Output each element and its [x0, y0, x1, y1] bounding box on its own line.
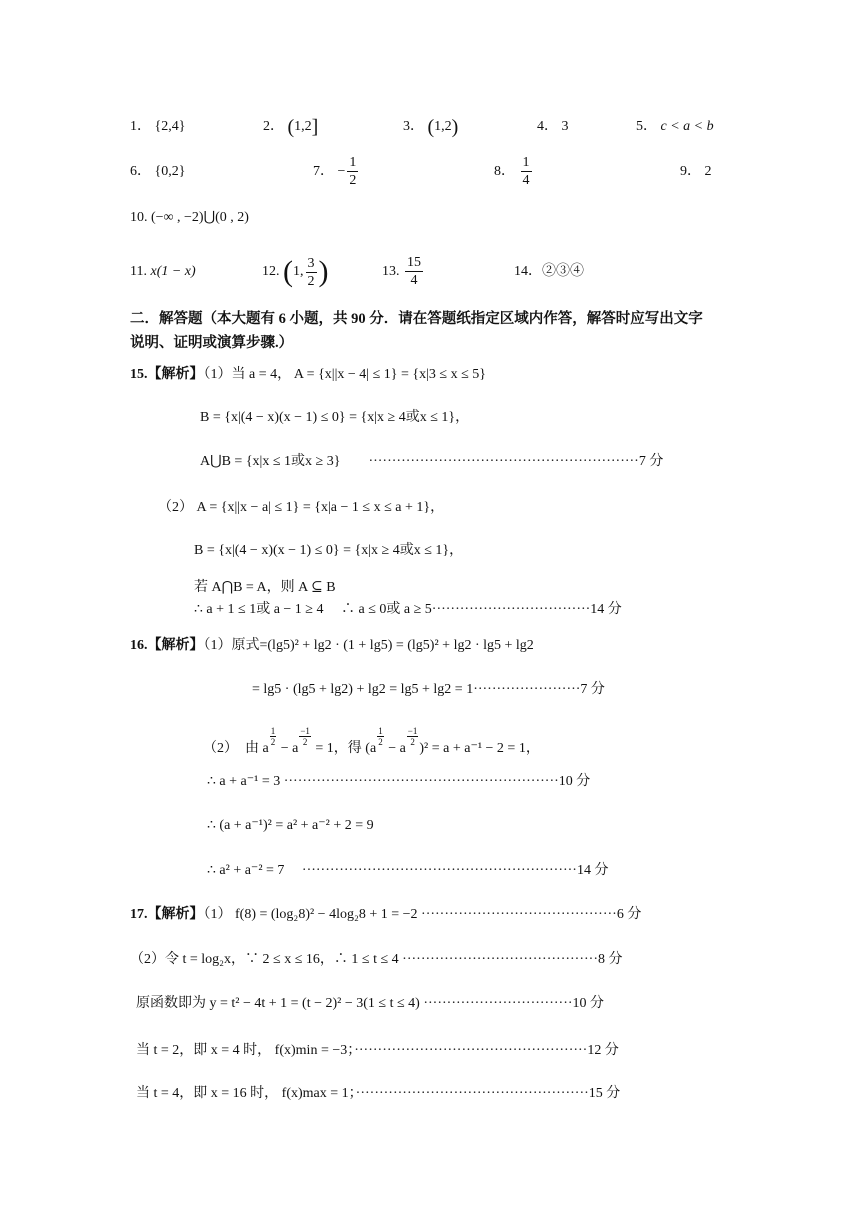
q15-line-4: （2） A = {x||x − a| ≤ 1} = {x|a − 1 ≤ x ≤ a + 1}， — [158, 500, 445, 515]
q15-line-1 — [130, 365, 486, 385]
answer-num: 10. — [130, 210, 148, 225]
q15-line-7: ∴ a + 1 ≤ 1或 a − 1 ≥ 4 ∴ a ≤ 0或 a ≥ 5··································14 分 — [194, 602, 622, 617]
answer-value: 2 — [704, 164, 712, 179]
q16-line-4: ∴ a + a⁻¹ = 3 ···························································10 分 — [207, 774, 591, 789]
answer-4 — [537, 117, 569, 137]
answer-value: x(1 − x) — [150, 264, 196, 279]
q16-line-6: ∴ a² + a⁻² = 7 ···························································14 分 — [207, 863, 609, 878]
exponent: $\frac{-1}{2}$ — [300, 726, 310, 747]
q15-text: A⋃B = {x|x ≤ 1或x ≥ 3} — [200, 454, 341, 469]
q15-line-2: B = {x|(4 − x)(x − 1) ≤ 0} = {x|x ≥ 4或x ≤ 1}， — [200, 410, 470, 425]
answer-value: 1,2 — [294, 119, 312, 135]
answer-num: 6． — [130, 164, 151, 179]
exponent: $\frac{1}{2}$ — [378, 726, 383, 747]
answer-8 — [494, 152, 534, 192]
q15-line-3 — [200, 452, 663, 472]
answer-value: {2,4} — [154, 119, 186, 134]
q16-line-1 — [130, 636, 534, 656]
answer-2: 2． (1,2] — [263, 116, 319, 138]
answer-num: 13. — [382, 264, 400, 279]
answer-num: 1． — [130, 119, 151, 134]
fraction: $\frac{3}{2}$ — [307, 255, 315, 289]
section-heading-cont: 说明、证明或演算步骤.） — [130, 335, 294, 351]
q16-line-2: = lg5 · (lg5 + lg2) + lg2 = lg5 + lg2 = 1·······················7 分 — [252, 682, 605, 697]
answer-sign: − — [337, 164, 346, 179]
answer-num: 14． — [514, 264, 542, 279]
q17-label: 17.【解析】 — [130, 907, 204, 922]
q15-line-6: 若 A⋂B = A，则 A ⊆ B — [194, 580, 336, 595]
q16-label: 16.【解析】 — [130, 638, 204, 653]
q17-text: （1） f(8) = (log₂8)² − 4log₂8 + 1 = −2 ··········································6 分 — [203, 907, 642, 922]
q15-score: ··························································7 分 — [368, 454, 664, 469]
answer-num: 11. — [130, 264, 147, 279]
answer-value: c < a < b — [660, 119, 714, 134]
exponent: $\frac{-1}{2}$ — [407, 726, 418, 747]
answer-num: 4． — [537, 119, 558, 134]
answer-value: {0,2} — [154, 164, 186, 179]
answer-9 — [680, 162, 712, 182]
fraction: $\frac{1}{2}$ — [349, 155, 357, 189]
q16-line-3: （2） 由 a $\frac{1}{2}$ − a $\frac{-1}{2}$ = 1，得 (a $\frac{1}{2}$ − a $\frac{-1}{2}$ )² = a + a⁻¹ − 2 = 1， — [203, 726, 540, 756]
fraction: $\frac{1}{4}$ — [522, 155, 530, 189]
answer-value: (−∞ , −2)⋃(0 , 2) — [151, 210, 249, 225]
answer-num: 5． — [636, 119, 657, 134]
q15-label: 15.【解析】 — [130, 367, 204, 382]
q16-text: （1）原式=(lg5)² + lg2 · (1 + lg5) = (lg5)² + lg2 · lg5 + lg2 — [203, 638, 534, 653]
answer-7 — [313, 152, 360, 192]
answer-num: 8． — [494, 164, 515, 179]
answer-10 — [130, 208, 249, 228]
answer-num: 3． — [403, 119, 424, 135]
answer-13 — [382, 252, 425, 292]
answer-num: 12. — [262, 264, 280, 280]
q16-line-5: ∴ (a + a⁻¹)² = a² + a⁻² + 2 = 9 — [207, 818, 374, 833]
q17-line-5: 当 t = 4，即 x = 16 时， f(x)max = 1；··················································15 分 — [136, 1086, 621, 1101]
answer-num: 2． — [263, 119, 284, 135]
answer-value: 1, — [293, 264, 304, 280]
answer-14 — [514, 262, 584, 282]
q17-line-2: （2）令 t = log₂x，∵ 2 ≤ x ≤ 16，∴ 1 ≤ t ≤ 4 ··········································8 分 — [130, 952, 623, 967]
answer-value: 3 — [561, 119, 569, 134]
answer-num: 7． — [313, 164, 334, 179]
fraction: $\frac{15}{4}$ — [407, 255, 421, 289]
answer-value: 1,2 — [434, 119, 452, 135]
answer-11 — [130, 262, 196, 282]
answer-12: 12. (1, $\frac{3}{2}$ ) — [262, 255, 329, 289]
q17-line-4: 当 t = 2，即 x = 4 时， f(x)min = −3；··················································12 分 — [136, 1043, 619, 1058]
q17-line-3: 原函数即为 y = t² − 4t + 1 = (t − 2)² − 3(1 ≤ t ≤ 4) ································10 分 — [136, 996, 605, 1011]
answer-5 — [636, 117, 714, 137]
answer-3: 3． (1,2) — [403, 116, 459, 138]
answer-1 — [130, 117, 185, 137]
section-heading: 二．解答题（本大题有 6 小题，共 90 分．请在答题纸指定区域内作答，解答时应写出文字 — [130, 311, 703, 327]
answer-value: ②③④ — [542, 264, 584, 279]
answer-num: 9． — [680, 164, 701, 179]
q15-text: （1）当 a = 4， A = {x||x − 4| ≤ 1} = {x|3 ≤ x ≤ 5} — [203, 367, 487, 382]
q17-line-1 — [130, 905, 641, 925]
answer-6 — [130, 162, 185, 182]
q15-line-5: B = {x|(4 − x)(x − 1) ≤ 0} = {x|x ≥ 4或x ≤ 1}， — [194, 543, 464, 558]
exponent: $\frac{1}{2}$ — [270, 726, 276, 747]
